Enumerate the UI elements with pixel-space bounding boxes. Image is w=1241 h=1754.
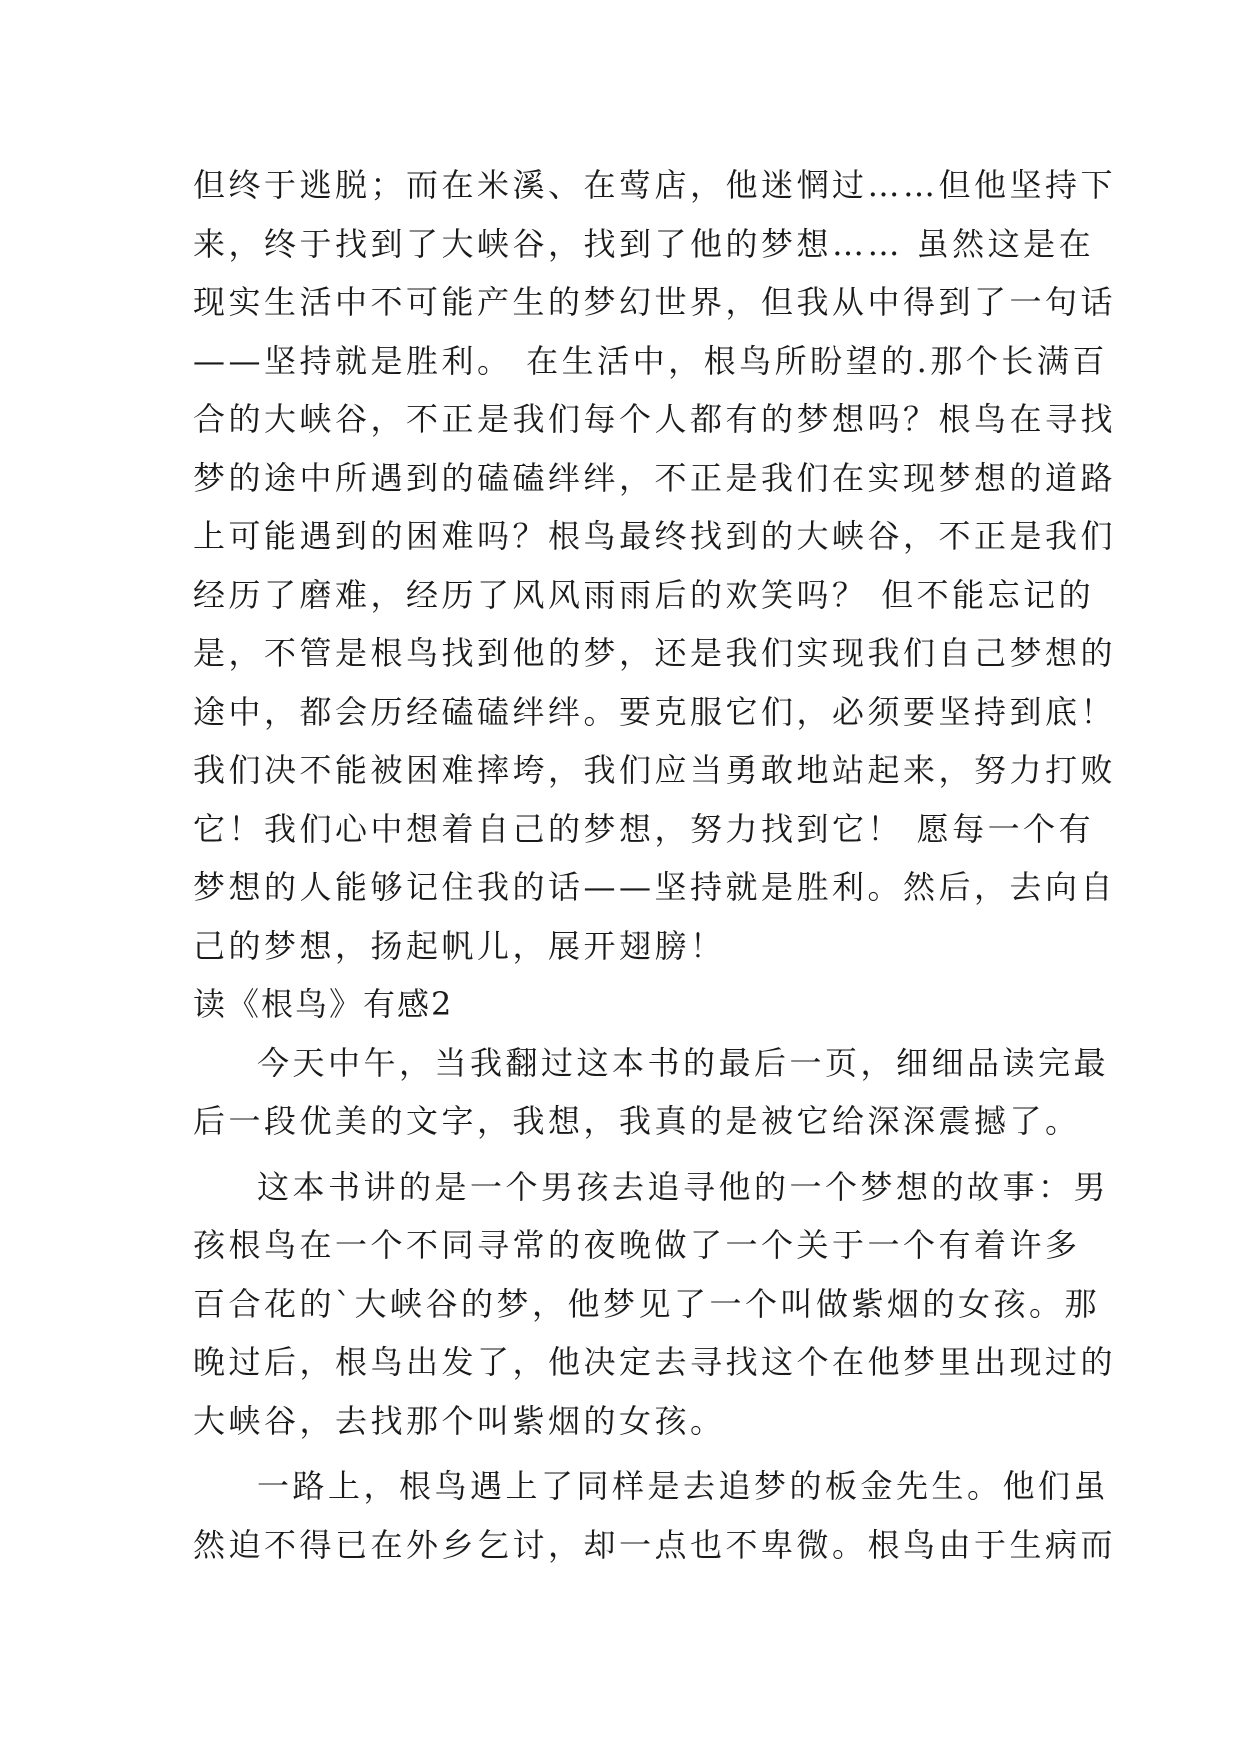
text-line: 孩根鸟在一个不同寻常的夜晚做了一个关于一个有着许多 — [193, 1226, 1081, 1264]
text-line: 它！我们心中想着自己的梦想，努力找到它！ 愿每一个有 — [193, 809, 1095, 848]
paragraph-3 — [193, 1158, 1117, 1451]
paragraph-4 — [193, 1457, 1117, 1574]
text-line: 途中，都会历经磕磕绊绊。要克服它们，必须要坚持到底！ — [193, 692, 1117, 731]
text-line: 百合花的`大峡谷的梦，他梦见了一个叫做紫烟的女孩。那 — [193, 1284, 1101, 1323]
text-line: 晚过后，根鸟出发了，他决定去寻找这个在他梦里出现过的 — [193, 1343, 1117, 1381]
text-line: 梦想的人能够记住我的话——坚持就是胜利。然后，去向自 — [193, 868, 1117, 906]
text-line: 大峡谷，去找那个叫紫烟的女孩。 — [193, 1401, 726, 1440]
text-line: 梦的途中所遇到的磕磕绊绊，不正是我们在实现梦想的道路 — [193, 458, 1117, 497]
text-line: 然迫不得已在外乡乞讨，却一点也不卑微。根鸟由于生病而 — [193, 1525, 1117, 1564]
text-line: 这本书讲的是一个男孩去追寻他的一个梦想的故事：男 — [257, 1167, 1110, 1206]
text-line: 己的梦想，扬起帆儿，展开翅膀！ — [193, 926, 726, 965]
text-line: 来，终于找到了大峡谷，找到了他的梦想…… 虽然这是在 — [193, 224, 1095, 263]
text-line: 现实生活中不可能产生的梦幻世界，但我从中得到了一句话 — [193, 283, 1117, 321]
text-line: 经历了磨难，经历了风风雨雨后的欢笑吗？ 但不能忘记的 — [193, 575, 1095, 614]
text-line: 今天中午，当我翻过这本书的最后一页，细细品读完最 — [257, 1043, 1110, 1082]
section-heading: 读《根鸟》有感2 — [193, 985, 454, 1023]
text-line: ——坚持就是胜利。 在生活中，根鸟所盼望的.那个长满百 — [193, 341, 1108, 380]
document-page — [193, 156, 1117, 1574]
text-line: 合的大峡谷，不正是我们每个人都有的梦想吗？根鸟在寻找 — [193, 400, 1117, 438]
text-line: 一路上，根鸟遇上了同样是去追梦的板金先生。他们虽 — [257, 1467, 1110, 1505]
text-line: 上可能遇到的困难吗？根鸟最终找到的大峡谷，不正是我们 — [193, 517, 1117, 555]
text-line: 后一段优美的文字，我想，我真的是被它给深深震撼了。 — [193, 1102, 1081, 1140]
paragraph-2 — [193, 1034, 1110, 1151]
text-line: 我们决不能被困难摔垮，我们应当勇敢地站起来，努力打败 — [193, 751, 1117, 789]
text-line: 但终于逃脱；而在米溪、在莺店，他迷惘过……但他坚持下 — [193, 166, 1117, 204]
text-line: 是，不管是根鸟找到他的梦，还是我们实现我们自己梦想的 — [193, 634, 1117, 672]
paragraph-1 — [193, 156, 1117, 975]
